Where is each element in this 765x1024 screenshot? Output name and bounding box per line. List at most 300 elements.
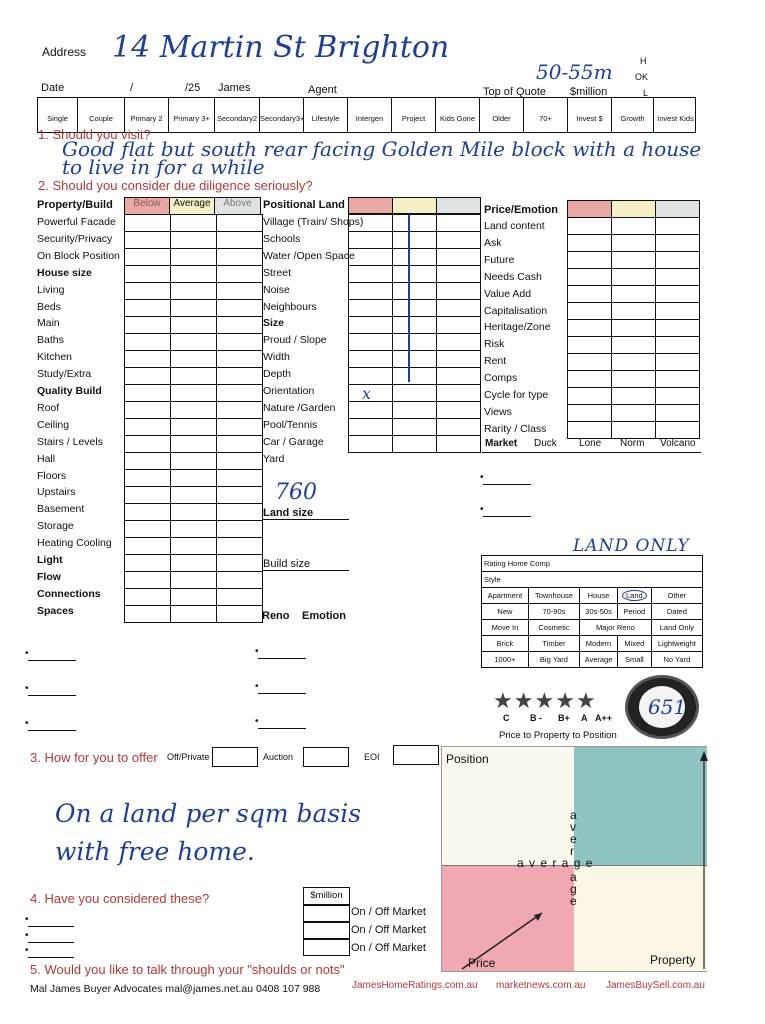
property-build-grid[interactable] [124,214,262,622]
rating-cell[interactable] [124,265,171,283]
rt-big-yard[interactable]: Big Yard [528,652,579,668]
bullet-line[interactable] [28,926,74,927]
date-label: Date [41,82,65,94]
rating-cell[interactable] [170,367,217,385]
rating-cell[interactable] [611,353,656,371]
buyer-type-growth[interactable]: Growth [612,98,654,132]
rt-cosmetic[interactable]: Cosmetic [528,620,579,636]
considered-box-3[interactable] [303,939,350,956]
avg-letter: r [570,844,574,858]
avg-letter: v [570,820,576,834]
rating-cell[interactable] [567,404,612,422]
rating-cell[interactable] [170,486,217,504]
rating-cell[interactable] [567,285,612,303]
rating-cell[interactable] [170,418,217,436]
avg-letter: e [570,832,577,846]
rating-cell[interactable] [655,404,700,422]
rating-cell[interactable] [124,384,171,402]
rating-cell[interactable] [348,282,393,300]
rating-cell[interactable] [124,299,171,317]
rating-cell[interactable] [611,336,656,354]
rt-move-in[interactable]: Move In [482,620,529,636]
buyer-type-invest-money[interactable]: Invest $ [568,98,612,132]
rating-cell[interactable] [392,418,437,436]
rating-cell[interactable] [170,605,217,623]
rating-cell[interactable] [436,231,481,249]
off-private-label: Off/Private [167,752,210,762]
rating-cell[interactable] [611,387,656,405]
rating-cell[interactable] [392,367,437,385]
rating-cell[interactable] [216,571,263,589]
rating-header [124,197,262,215]
rating-cell[interactable] [216,537,263,555]
rt-new[interactable]: New [482,604,529,620]
rating-cell[interactable] [170,265,217,283]
buyer-type-older[interactable]: Older [480,98,524,132]
rt-major-reno[interactable]: Major Reno [580,620,652,636]
rating-cell[interactable] [655,268,700,286]
row-label: Yard [263,452,285,465]
row-label: Upstairs [37,486,76,499]
considered-smillion: $million [303,887,350,905]
rating-cell[interactable] [655,285,700,303]
row-label: Depth [263,368,292,381]
rating-cell[interactable] [611,268,656,286]
rating-cell[interactable] [216,418,263,436]
rating-cell[interactable] [436,333,481,351]
rating-cell[interactable] [611,302,656,320]
rt-lightweight[interactable]: Lightweight [651,636,702,652]
buyer-type-single[interactable]: Single [38,98,78,132]
eoi-box[interactable] [393,745,439,765]
rating-cell[interactable] [170,469,217,487]
rating-cell[interactable] [170,316,217,334]
rating-cell[interactable] [216,486,263,504]
footer-link-marketnews[interactable]: marketnews.com.au [496,980,586,991]
rating-cell[interactable] [124,520,171,538]
address-label: Address [42,45,87,59]
rating-cell[interactable] [655,319,700,337]
rating-cell[interactable] [655,234,700,252]
rating-cell[interactable] [170,452,217,470]
rating-cell[interactable] [216,282,263,300]
price-emotion-grid[interactable] [567,200,700,436]
rt-apartment[interactable]: Apartment [482,588,529,604]
matrix-average-vertical-lower [570,871,580,907]
footer-link-homeratings[interactable]: JamesHomeRatings.com.au [352,980,478,991]
rating-cell[interactable] [348,299,393,317]
row-label: Comps [484,372,518,385]
rating-cell[interactable] [170,384,217,402]
rating-cell[interactable] [124,214,171,232]
row-label: Rarity / Class [484,422,547,435]
rating-cell[interactable] [170,214,217,232]
rating-cell[interactable] [655,251,700,269]
rating-cell[interactable] [124,452,171,470]
rating-cell[interactable] [436,265,481,283]
rt-brick[interactable]: Brick [482,636,529,652]
matrix-price-label: Price [468,956,496,970]
positional-land-header: Positional Land [263,199,345,211]
row-label: Roof [37,401,60,414]
smillion-label: $million [570,86,608,98]
rating-cell[interactable] [216,554,263,572]
bullet-line[interactable] [28,660,76,661]
rating-cell[interactable] [567,234,612,252]
rating-cell[interactable] [567,217,612,235]
rating-cell[interactable] [392,265,437,283]
rating-cell[interactable] [216,350,263,368]
rating-cell[interactable] [216,367,263,385]
rating-cell[interactable] [216,520,263,538]
row-label: Light [37,554,63,566]
rating-cell[interactable] [436,350,481,368]
rating-cell[interactable] [348,265,393,283]
rating-cell[interactable] [611,234,656,252]
rating-cell[interactable] [436,299,481,317]
rating-cell[interactable] [216,333,263,351]
rating-cell[interactable] [567,353,612,371]
positional-land-grid[interactable] [348,197,480,454]
rt-other[interactable]: Other [651,588,702,604]
star-icon[interactable]: ★ [493,688,514,713]
date-slash-1: / [130,82,134,94]
star-icon[interactable]: ★ [575,688,597,713]
rating-cell[interactable] [170,350,217,368]
rating-cell[interactable] [348,316,393,334]
rating-cell[interactable] [216,265,263,283]
rating-cell[interactable] [124,333,171,351]
rating-cell[interactable] [124,316,171,334]
rating-cell[interactable] [655,336,700,354]
rating-cell[interactable] [124,350,171,368]
rt-no-yard[interactable]: No Yard [651,652,702,668]
rating-cell[interactable] [348,333,393,351]
row-label: Water /Open Space [263,249,355,262]
matrix-average-horizontal: a v e r a g e [517,856,594,870]
rating-cell[interactable] [567,268,612,286]
rating-cell[interactable] [216,605,263,623]
question-1-answer: Good flat but south rear facing Golden Mile block with a house to live in for a while [62,137,702,179]
buyer-type-70plus[interactable]: 70+ [524,98,568,132]
question-5: 5. Would you like to talk through your "shoulds or nots" [30,962,345,977]
row-label: Kitchen [37,351,73,364]
footer-contact: Mal James Buyer Advocates mal@james.net.au 0408 107 988 [30,983,321,995]
rating-cell[interactable] [170,588,217,606]
row-label: Land content [484,220,545,232]
rating-cell[interactable] [124,571,171,589]
rating-cell[interactable] [124,469,171,487]
rating-cell[interactable] [392,248,437,266]
rating-cell[interactable] [170,401,217,419]
star-icon[interactable]: ★ [513,688,535,713]
rating-cell[interactable] [611,251,656,269]
price-emotion-color-header [611,200,656,218]
row-label: Capitalisation [484,304,548,317]
rating-cell[interactable] [655,302,700,320]
on-off-market-3[interactable]: On / Off Market [351,942,426,954]
rating-cell[interactable] [611,319,656,337]
rating-cell[interactable] [216,214,263,232]
auction-box[interactable] [303,747,349,767]
rating-cell[interactable] [170,299,217,317]
rating-cell[interactable] [124,248,171,266]
rating-cell[interactable] [567,336,612,354]
rt-average[interactable]: Average [580,652,618,668]
above-header: Above [214,197,261,215]
rating-cell[interactable] [392,282,437,300]
rating-cell[interactable] [216,401,263,419]
price-property-position-caption: Price to Property to Position [499,730,617,741]
rating-cell[interactable] [611,217,656,235]
buyer-type-couple[interactable]: Couple [78,98,125,132]
rt-small[interactable]: Small [617,652,651,668]
rating-cell[interactable] [216,435,263,453]
rating-cell[interactable] [392,350,437,368]
bullet-line[interactable] [483,516,531,517]
rating-cell[interactable] [170,231,217,249]
positional-land-color-header [392,197,437,214]
rt-period[interactable]: Period [617,604,651,620]
positional-land-color-header [436,197,481,214]
rating-cell[interactable] [124,418,171,436]
rating-cell[interactable] [216,316,263,334]
price-emotion-header: Price/Emotion [484,204,558,216]
bullet-line[interactable] [28,942,74,943]
below-header: Below [124,197,170,215]
row-label: Powerful Facade [37,216,116,228]
rating-cell[interactable] [170,537,217,555]
rating-cell[interactable] [392,316,437,334]
rating-cell[interactable] [436,435,481,453]
buyer-type-lifestyle[interactable]: Lifestyle [304,98,348,132]
row-label: Neighbours [263,300,317,313]
row-label: Village (Train/ Shops) [263,216,364,228]
on-off-market-2[interactable]: On / Off Market [351,924,426,936]
rating-cell[interactable] [436,214,481,232]
rating-cell[interactable] [170,571,217,589]
rating-cell[interactable] [348,367,393,385]
price-property-position-matrix [441,746,707,972]
row-label: Rent [484,355,507,368]
date-slash-2: /25 [185,82,201,94]
star-icon[interactable]: ★ [534,688,556,713]
average-header: Average [169,197,215,215]
star-label-b-minus: B - [530,713,542,723]
buyer-type-primary2[interactable]: Primary 2 [125,98,169,132]
buyer-type-secondary3[interactable]: Secondary3+ [260,98,304,132]
rt-land[interactable] [617,588,651,604]
rating-cell[interactable] [348,350,393,368]
rt-house[interactable]: House [580,588,618,604]
rating-cell[interactable] [124,486,171,504]
rt-modern[interactable]: Modern [580,636,618,652]
rating-cell[interactable] [567,387,612,405]
row-label: Security/Privacy [37,232,113,245]
rating-cell[interactable] [170,248,217,266]
market-norm[interactable]: Norm [620,438,645,449]
rating-cell[interactable] [436,384,481,402]
rt-land-circled: Land [622,590,647,601]
question-4: 4. Have you considered these? [30,891,210,906]
rating-cell[interactable] [436,248,481,266]
rt-land-only[interactable]: Land Only [651,620,702,636]
footer-link-jamesbuysell[interactable]: JamesBuySell.com.au [606,980,705,991]
rating-cell[interactable] [655,370,700,388]
rating-cell[interactable] [124,554,171,572]
rating-cell[interactable] [436,282,481,300]
buyer-type-invest-kids[interactable]: Invest Kids [657,114,694,123]
rating-cell[interactable] [392,333,437,351]
row-label: Views [484,405,512,418]
land-size-label: Land size [263,507,314,519]
row-label: Proud / Slope [263,334,327,347]
rating-cell[interactable] [655,217,700,235]
rating-cell[interactable] [348,435,393,453]
star-rating[interactable] [493,688,597,714]
rating-home-table [481,555,703,668]
rating-badge [625,675,699,739]
rating-cell[interactable] [170,554,217,572]
rating-cell[interactable] [436,316,481,334]
emotion-label: Emotion [302,610,346,622]
rt-30s-50s[interactable]: 30s-50s [580,604,618,620]
rating-cell[interactable] [392,435,437,453]
rating-cell[interactable] [124,503,171,521]
rating-cell[interactable] [392,299,437,317]
rating-cell[interactable] [124,367,171,385]
bullet-line[interactable] [258,728,306,729]
rating-cell[interactable] [567,302,612,320]
rating-cell[interactable] [392,214,437,232]
star-icon[interactable]: ★ [555,688,576,713]
row-label: Cycle for type [484,389,549,401]
star-label-a-plus-plus: A++ [595,713,613,723]
rating-cell[interactable] [392,231,437,249]
row-label: Spaces [37,604,74,617]
price-emotion-color-header [567,200,612,218]
buyer-type-secondary2[interactable]: Secondary2 [215,98,260,132]
rating-cell[interactable] [392,401,437,419]
rating-cell[interactable] [348,418,393,436]
rating-cell[interactable] [170,520,217,538]
rating-cell[interactable] [567,251,612,269]
rating-cell[interactable] [216,248,263,266]
rt-dated[interactable]: Dated [651,604,702,620]
rating-cell[interactable] [611,404,656,422]
rating-cell[interactable] [124,605,171,623]
on-off-market-1[interactable]: On / Off Market [351,906,426,918]
handwritten-line [408,214,410,382]
market-duck[interactable]: Duck [534,438,557,449]
row-label: House size [37,266,92,279]
rating-cell[interactable] [392,384,437,402]
bullet-line[interactable] [258,693,306,694]
row-label: Orientation [263,385,315,397]
market-volcano[interactable]: Volcano [660,438,696,449]
rating-cell[interactable] [170,503,217,521]
rating-cell[interactable] [124,401,171,419]
row-label: Ask [484,236,502,249]
rt-townhouse[interactable]: Townhouse [528,588,579,604]
rt-timber[interactable]: Timber [528,636,579,652]
rating-cell[interactable] [567,370,612,388]
rating-cell[interactable] [124,231,171,249]
rating-cell[interactable] [348,231,393,249]
row-label: Baths [37,334,64,347]
considered-box-1[interactable] [303,905,350,922]
rating-cell[interactable] [216,588,263,606]
row-label: Living [37,283,65,296]
rating-cell[interactable] [216,452,263,470]
row-label: Main [37,317,60,330]
matrix-average-vertical [570,809,580,857]
agent-label: Agent [308,84,337,96]
rating-cell[interactable] [567,319,612,337]
row-label: Heritage/Zone [484,321,551,334]
rating-cell[interactable] [436,401,481,419]
buyer-type-primary3[interactable]: Primary 3+ [169,98,215,132]
off-private-box[interactable] [212,747,258,767]
row-label: Hall [37,452,56,465]
rating-cell[interactable] [348,401,393,419]
buyer-type-project[interactable]: Project [392,98,436,132]
bullet-line[interactable] [258,658,306,659]
rating-cell[interactable] [170,435,217,453]
rt-70-90s[interactable]: 70-90s [528,604,579,620]
buyer-type-intergen[interactable]: Intergen [348,98,392,132]
market-row [482,436,701,453]
rating-cell[interactable] [124,435,171,453]
row-label: Nature /Garden [263,401,336,414]
row-label: Heating Cooling [37,537,112,550]
rating-cell[interactable] [170,282,217,300]
rt-mixed[interactable]: Mixed [617,636,651,652]
bullet-line[interactable] [28,957,74,958]
matrix-property-label: Property [650,953,696,967]
rating-cell[interactable] [216,503,263,521]
rating-cell[interactable] [170,333,217,351]
row-label: Car / Garage [263,435,324,448]
rating-cell[interactable] [611,370,656,388]
property-build-header: Property/Build [37,199,113,211]
rt-1000plus[interactable]: 1000+ [482,652,529,668]
rating-cell[interactable] [436,367,481,385]
badge-value: 651 [648,695,687,719]
star-label-c: C [503,713,510,723]
rating-cell[interactable] [124,588,171,606]
avg-letter: g [570,882,577,896]
rating-cell[interactable] [216,384,263,402]
rating-cell[interactable] [655,387,700,405]
rating-cell[interactable] [611,285,656,303]
considered-box-2[interactable] [303,922,350,939]
bullet-line[interactable] [28,730,76,731]
rating-cell[interactable] [124,282,171,300]
bullet-line[interactable] [483,484,531,485]
rating-cell[interactable] [216,469,263,487]
rating-cell[interactable] [124,537,171,555]
rating-cell[interactable] [216,299,263,317]
row-label: Storage [37,520,74,533]
market-lone[interactable]: Lone [579,438,602,449]
rating-cell[interactable] [216,231,263,249]
quote-value: 50-55m [536,60,613,84]
rating-cell[interactable] [436,418,481,436]
bullet-line[interactable] [28,695,76,696]
rating-cell[interactable] [655,353,700,371]
buyer-type-kids-gone[interactable]: Kids Gone [436,98,480,132]
